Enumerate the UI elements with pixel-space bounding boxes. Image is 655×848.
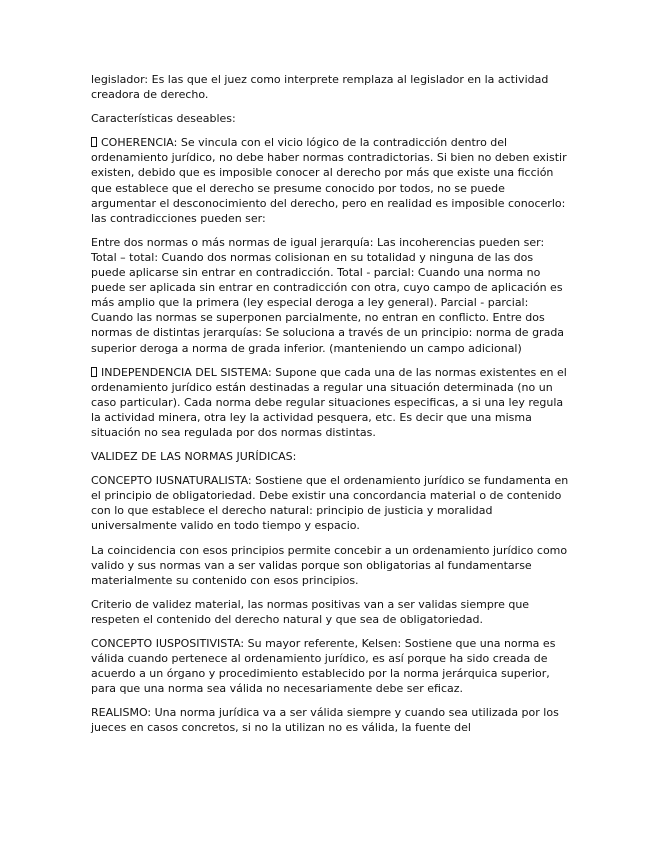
paragraph-validez-heading [91,449,569,464]
paragraph-realismo [91,705,569,735]
paragraph-coherencia [91,135,569,226]
paragraph-text: legislador: Es las que el juez como interprete remplaza al legislador en la actividad creadora de derecho. [91,73,549,102]
paragraph-iusnaturalista [91,473,569,533]
bullet-box-icon [91,137,97,147]
paragraph-iuspositivista [91,636,569,696]
paragraph-text: INDEPENDENCIA DEL SISTEMA: Supone que cada una de las normas existentes en el ordenamiento jurídico están destinadas a regular una situación determinada (no un caso particular). Cada norma debe regular situaciones especificas, a si una ley regula la actividad minera, otra ley la actividad pesquera, etc. Es decir que una misma situación no sea regulada por dos normas distintas. [91,365,567,439]
paragraph-text: CONCEPTO IUSNATURALISTA: Sostiene que el ordenamiento jurídico se fundamenta en el principio de obligatoriedad. Debe existir una concordancia material o de contenido con lo que establece el derecho natural: principio de justicia y moralidad universalmente valido en todo tiempo y espacio. [91,474,569,533]
paragraph-text: La coincidencia con esos principios permite concebir a un ordenamiento jurídico como valido y sus normas van a ser validas porque son obligatorias al fundamentarse materialmente su contenido con esos principios. [91,543,568,587]
paragraph-text: COHERENCIA: Se vincula con el vicio lógico de la contradicción dentro del ordenamiento jurídico, no debe haber normas contradictorias. Si bien no deben existir existen, debido que es imposible conocer al derecho por más que existe una ficción que establece que el derecho se presume conocido por todos, no se puede argumentar el desconocimiento del derecho, pero en realidad es imposible conocerlo: las contradicciones pueden ser: [91,136,567,225]
bullet-box-icon [91,367,97,377]
paragraph-text: REALISMO: Una norma jurídica va a ser válida siempre y cuando sea utilizada por los jueces en casos concretos, si no la utilizan no es válida, la fuente del [91,706,559,735]
paragraph-jerarquia [91,235,569,356]
paragraph-text: Entre dos normas o más normas de igual jerarquía: Las incoherencias pueden ser: Total – total: Cuando dos normas colisionan en su totalidad y ninguna de las dos puede aplicarse sin entrar en contradicción. Total - parcial: Cuando una norma no puede ser aplicada sin entrar en contradicción con otra, cuyo campo de aplicación es más amplio que la primera (ley especial deroga a ley general). Parcial - parcial: Cuando las normas se superponen parcialmente, no entran en conflicto. Entre dos normas de distintas jerarquías: Se soluciona a través de un principio: norma de grada superior deroga a norma de grada inferior. (manteniendo un campo adicional) [91,235,565,355]
paragraph-text: Criterio de validez material, las normas positivas van a ser validas siempre que respeten el contenido del derecho natural y que sea de obligatoriedad. [91,597,530,626]
paragraph-text: Características deseables: [91,112,236,126]
paragraph-caracteristicas [91,111,569,126]
paragraph-independencia [91,365,569,440]
paragraph-text: CONCEPTO IUSPOSITIVISTA: Su mayor referente, Kelsen: Sostiene que una norma es válida cuando pertenece al ordenamiento jurídico, es así porque ha sido creada de acuerdo a un órgano y procedimiento establecido por la norma jerárquica superior, para que una norma sea válida no necesariamente debe ser eficaz. [91,637,556,696]
paragraph-criterio [91,597,569,627]
document-page [91,72,569,745]
paragraph-text: VALIDEZ DE LAS NORMAS JURÍDICAS: [91,450,297,464]
paragraph-legislador [91,72,569,102]
paragraph-coincidencia [91,543,569,588]
